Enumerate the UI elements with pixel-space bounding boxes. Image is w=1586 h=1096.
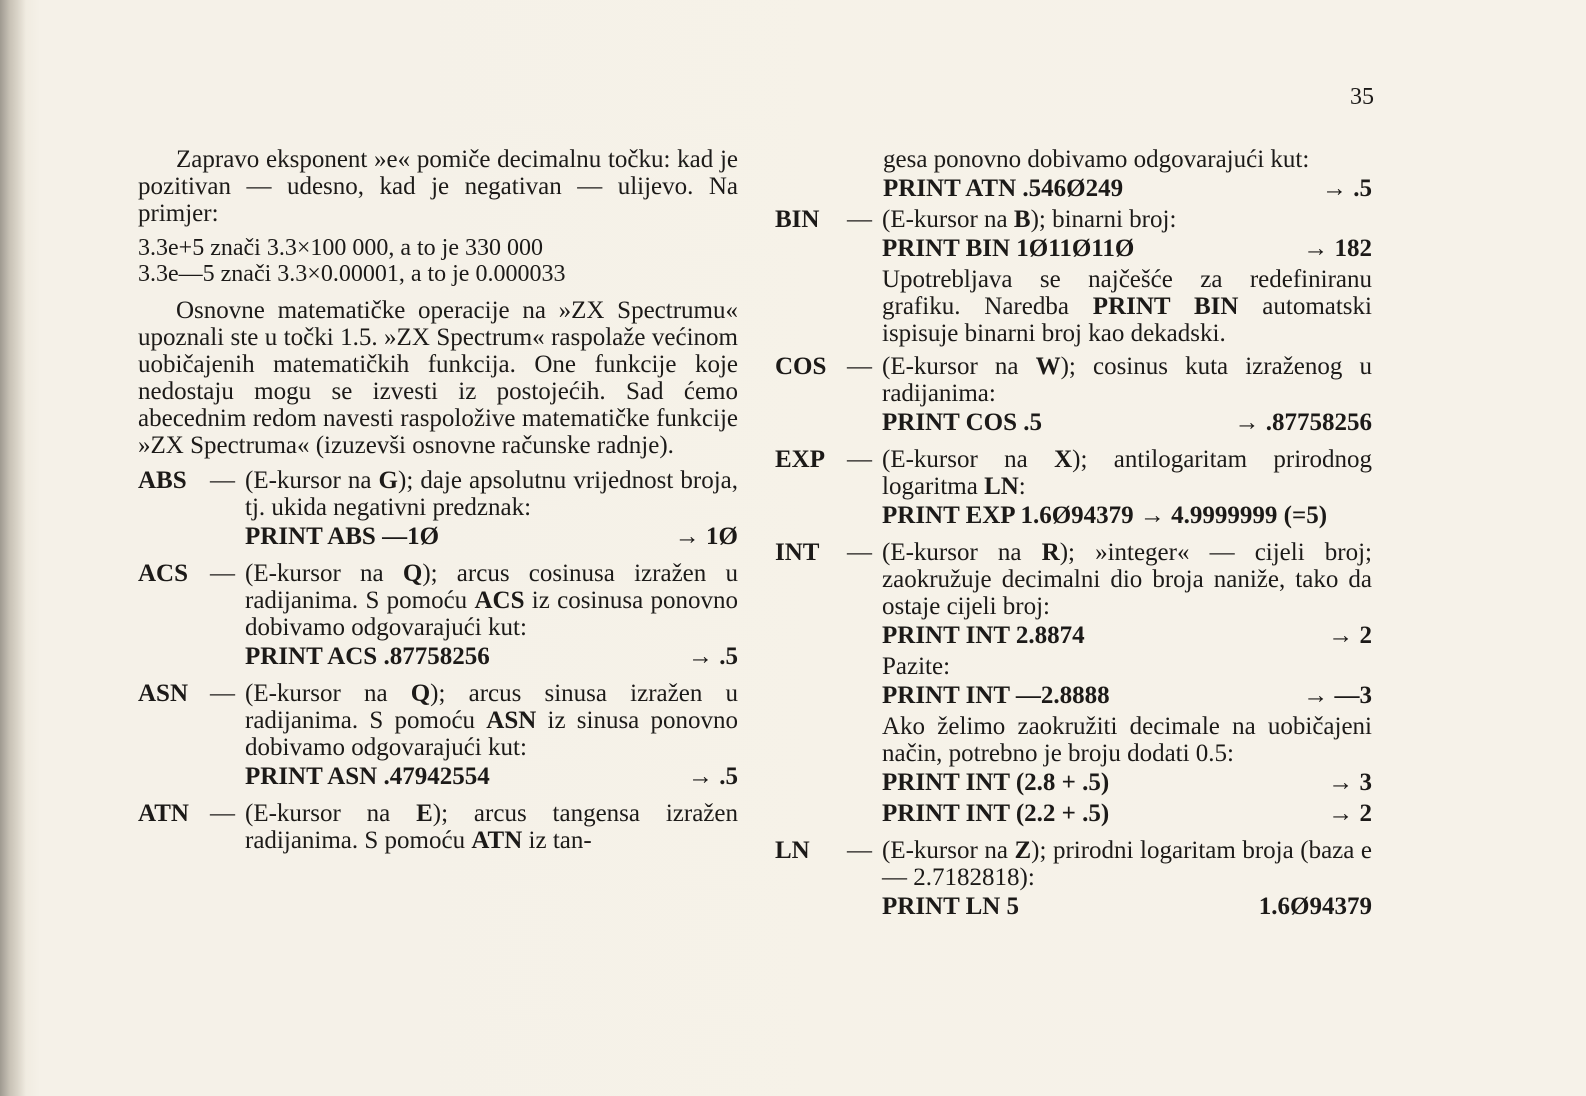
dash: — bbox=[210, 560, 235, 587]
entry-abs bbox=[138, 467, 738, 554]
term-ln: LN bbox=[775, 837, 810, 864]
cos-description: (E-kursor na W); cosinus kuta izraženog u radijanima: PRINT COS .5 → .87758256 bbox=[882, 353, 1372, 436]
entry-int bbox=[775, 539, 1372, 831]
code-line-int-3: PRINT INT (2.8 + .5) → 3 bbox=[882, 769, 1372, 796]
code-line-atn: PRINT ATN .546Ø249 → .5 bbox=[883, 175, 1372, 202]
entry-bin bbox=[775, 206, 1372, 347]
int-description: (E-kursor na R); »integer« — cijeli broj; zaokružuje decimalni dio broja naniže, tako da ostaje cijeli broj: PRINT INT 2.8874 → 2 Pazite: PRINT INT —2.8888 → —3 Ako želimo zaokružiti decimale na uobičajeni način, potrebno je broju dodati 0.5: PRINT INT (2.8 + .5) → 3 PRINT INT (2.2 + .5) → 2 bbox=[882, 539, 1372, 827]
code-line-int-4: PRINT INT (2.2 + .5) → 2 bbox=[882, 800, 1372, 827]
code-line-ln: PRINT LN 5 1.6Ø94379 bbox=[882, 893, 1372, 920]
term-exp: EXP bbox=[775, 446, 825, 473]
example-line-1: 3.3e+5 znači 3.3×100 000, a to je 330 000 bbox=[138, 235, 543, 261]
entry-ln bbox=[775, 837, 1372, 924]
exp-description: (E-kursor na X); antilogaritam prirodnog logaritma LN: PRINT EXP 1.6Ø94379 → 4.9999999 (=5) bbox=[882, 446, 1372, 529]
code-line-cos: PRINT COS .5 → .87758256 bbox=[882, 409, 1372, 436]
code-line-acs: PRINT ACS .87758256 → .5 bbox=[245, 643, 738, 670]
dash: — bbox=[210, 680, 235, 707]
term-bin: BIN bbox=[775, 206, 820, 233]
term-atn: ATN bbox=[138, 800, 189, 827]
entry-cos bbox=[775, 353, 1372, 440]
dash: — bbox=[847, 446, 872, 473]
abs-description: (E-kursor na G); daje apsolutnu vrijednost broja, tj. ukida negativni predznak: PRINT ABS —1Ø → 1Ø bbox=[245, 467, 739, 550]
dash: — bbox=[847, 206, 872, 233]
book-spine-shadow bbox=[0, 0, 26, 1096]
acs-description: (E-kursor na Q); arcus cosinusa izražen u radijanima. S pomoću ACS iz cosinusa ponovno dobivamo odgovarajući kut: PRINT ACS .87758256 → .5 bbox=[245, 560, 738, 670]
code-line-exp: PRINT EXP 1.6Ø94379 → 4.9999999 (=5) bbox=[882, 502, 1328, 529]
term-asn: ASN bbox=[138, 680, 189, 707]
code-line-int-2: PRINT INT —2.8888 → —3 bbox=[882, 682, 1372, 709]
atn-continuation: gesa ponovno dobivamo odgovarajući kut: PRINT ATN .546Ø249 → .5 bbox=[883, 146, 1372, 202]
asn-description: (E-kursor na Q); arcus sinusa izražen u radijanima. S pomoću ASN iz sinusa ponovno dobivamo odgovarajući kut: PRINT ASN .47942554 → .5 bbox=[245, 680, 738, 790]
dash: — bbox=[210, 800, 235, 827]
code-line-bin: PRINT BIN 1Ø11Ø11Ø → 182 bbox=[882, 235, 1372, 262]
dash: — bbox=[847, 837, 872, 864]
example-line-2: 3.3e—5 znači 3.3×0.00001, a to je 0.000033 bbox=[138, 261, 566, 287]
atn-description: (E-kursor na E); arcus tangensa izražen radijanima. S pomoću ATN iz tan- bbox=[245, 800, 738, 854]
int-note: Pazite: bbox=[882, 653, 951, 680]
term-int: INT bbox=[775, 539, 820, 566]
page-number: 35 bbox=[1350, 84, 1374, 110]
entry-acs bbox=[138, 560, 738, 674]
dash: — bbox=[210, 467, 235, 494]
bin-description: (E-kursor na B); binarni broj: PRINT BIN 1Ø11Ø11Ø → 182 Upotrebljava se najčešće za redefiniranu grafiku. Naredba PRINT BIN automatski ispisuje binarni broj kao dekadski. bbox=[882, 206, 1372, 347]
term-cos: COS bbox=[775, 353, 827, 380]
entry-exp bbox=[775, 446, 1372, 533]
right-column bbox=[775, 146, 1372, 930]
intro-paragraph: Zapravo eksponent »e« pomiče decimalnu točku: kad je pozitivan — udesno, kad je negativan — ulijevo. Na primjer: bbox=[138, 146, 738, 227]
code-line-abs: PRINT ABS —1Ø → 1Ø bbox=[245, 523, 738, 550]
term-acs: ACS bbox=[138, 560, 189, 587]
code-line-asn: PRINT ASN .47942554 → .5 bbox=[245, 763, 738, 790]
entry-atn bbox=[138, 800, 738, 854]
ln-description: (E-kursor na Z); prirodni logaritam broja (baza e — 2.7182818): PRINT LN 5 1.6Ø94379 bbox=[882, 837, 1372, 920]
code-line-int-1: PRINT INT 2.8874 → 2 bbox=[882, 622, 1372, 649]
functions-intro-paragraph: Osnovne matematičke operacije na »ZX Spectrumu« upoznali ste u točki 1.5. »ZX Spectrum« raspolaže većinom uobičajenih matematičkih funkcija. One funkcije koje nedostaju mogu se izvesti iz postojećih. Sad ćemo abecednim redom navesti raspoložive matematičke funkcije »ZX Spectruma« (izuzevši osnovne računske radnje). bbox=[138, 297, 738, 459]
term-abs: ABS bbox=[138, 467, 187, 494]
dash: — bbox=[847, 539, 872, 566]
left-column bbox=[138, 146, 738, 860]
entry-asn bbox=[138, 680, 738, 794]
dash: — bbox=[847, 353, 872, 380]
